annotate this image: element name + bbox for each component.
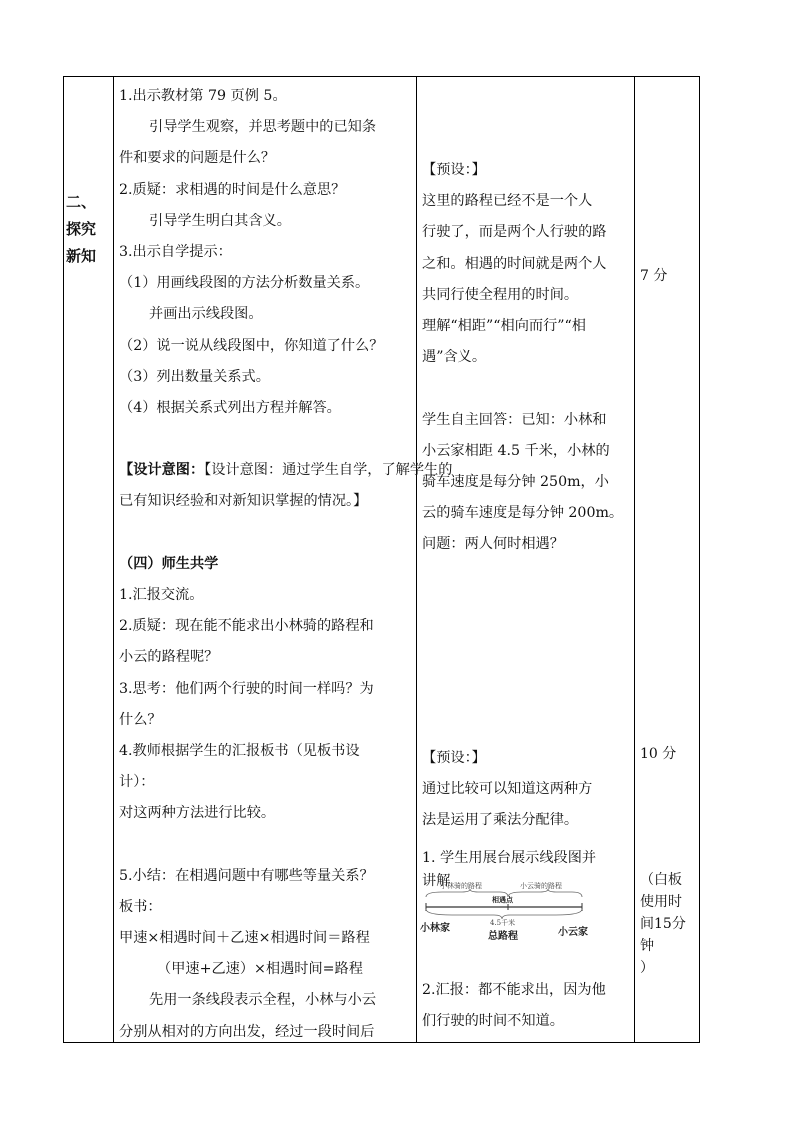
text-line: 学生自主回答：已知：小林和 — [422, 411, 607, 428]
text-line: 计）： — [119, 774, 155, 791]
text-line: 对这两种方法进行比较。 — [119, 805, 276, 822]
text-line: 法是运用了乘法分配律。 — [422, 812, 579, 829]
text-line: 1. 学生用展台展示线段图并 — [422, 850, 597, 866]
text-line: 并画出示线段图。 — [149, 306, 263, 323]
text-line: 引导学生明白其含义。 — [149, 212, 291, 229]
time-1: 7 分 — [640, 268, 668, 284]
text-line: 2.质疑：现在能不能求出小林骑的路程和 — [119, 618, 374, 635]
text-line: 通过比较可以知道这两种方 — [422, 781, 593, 798]
lesson-table — [63, 76, 700, 1043]
brace-yun — [508, 889, 582, 897]
text-line: 3.出示自学提示： — [119, 243, 232, 260]
text-line: 5.小结：在相遇问题中有哪些等量关系？ — [119, 867, 374, 884]
label-yun-path: 小云骑的路程 — [520, 882, 562, 890]
text-line: 分别从相对的方向出发，经过一段时间后 — [119, 1023, 375, 1040]
text-line: 云的骑车速度是每分钟 200m。 — [422, 505, 624, 522]
line-segment-diagram — [422, 875, 618, 945]
preset-label: 【预设：】 — [422, 750, 486, 766]
brace-total — [426, 909, 582, 919]
formula-1: 甲速×相遇时间＋乙速×相遇时间＝路程 — [119, 930, 370, 947]
text-line: 1.出示教材第 79 页例 5。 — [119, 88, 287, 104]
text-line: 骑车速度是每分钟 250m，小 — [422, 473, 609, 490]
whiteboard-note: （白板 使用时 间15分 钟 ） — [640, 872, 686, 976]
text-line: 理解“相距”“相向而行”“相 — [422, 317, 586, 334]
text-line: 之和。相遇的时间就是两个人 — [422, 255, 607, 272]
label-lin-path: 小林骑的路程 — [440, 882, 482, 890]
text-line: 先用一条线段表示全程，小林与小云 — [149, 992, 377, 1009]
formula-2: （甲速+乙速）×相遇时间=路程 — [157, 961, 363, 978]
text-line: 什么？ — [119, 711, 162, 728]
label-lin-home: 小林家 — [420, 923, 450, 934]
preset-label: 【预设：】 — [422, 162, 486, 178]
text-line: 2.汇报：都不能求出，因为他 — [422, 982, 606, 998]
text-line: （3）列出数量关系式。 — [119, 368, 270, 385]
text-line: 1.汇报交流。 — [119, 587, 204, 603]
text-line: 已有知识经验和对新知识掌握的情况。】 — [119, 493, 368, 510]
text-line: 3.思考：他们两个行驶的时间一样吗？为 — [119, 680, 374, 697]
text-line: 引导学生观察，并思考题中的已知条 — [149, 119, 377, 136]
text-line: 4.教师根据学生的汇报板书（见板书设 — [119, 742, 360, 759]
subsection-heading: （四）师生共学 — [119, 555, 219, 572]
design-intent: 【设计意图：【设计意图：通过学生自学，了解学生的 — [119, 462, 453, 479]
label-distance: 4.5千米 — [490, 919, 516, 927]
section-title: 二、 探究 新知 — [66, 193, 97, 265]
text-line: （2）说一说从线段图中，你知道了什么？ — [119, 337, 384, 354]
text-line: 这里的路程已经不是一个人 — [422, 193, 593, 210]
text-line: 2.质疑：求相遇的时间是什么意思？ — [119, 181, 346, 198]
text-line: 小云家相距 4.5 千米，小林的 — [422, 442, 610, 459]
student-activities — [416, 77, 634, 1042]
text-line: 板书： — [119, 898, 162, 915]
text-line: 行驶了，而是两个人行驶的路 — [422, 224, 607, 241]
label-yun-home: 小云家 — [558, 927, 588, 938]
text-line: （1）用画线段图的方法分析数量关系。 — [119, 275, 370, 292]
text-line: 讲解 — [422, 873, 451, 889]
section-column — [64, 77, 113, 1042]
label-meet: 相遇点 — [492, 895, 513, 904]
text-line: 们行驶的时间不知道。 — [422, 1013, 564, 1030]
label-total: 总路程 — [488, 931, 518, 942]
text-line: 遇”含义。 — [422, 349, 487, 366]
text-line: 问题：两人何时相遇？ — [422, 536, 564, 553]
time-column — [634, 77, 701, 1042]
text-line: 件和要求的问题是什么？ — [119, 150, 276, 167]
time-2: 10 分 — [640, 746, 677, 762]
text-line: （4）根据关系式列出方程并解答。 — [119, 399, 341, 416]
text-line: 共同行使全程用的时间。 — [422, 286, 579, 303]
text-line: 小云的路程呢？ — [119, 649, 219, 666]
